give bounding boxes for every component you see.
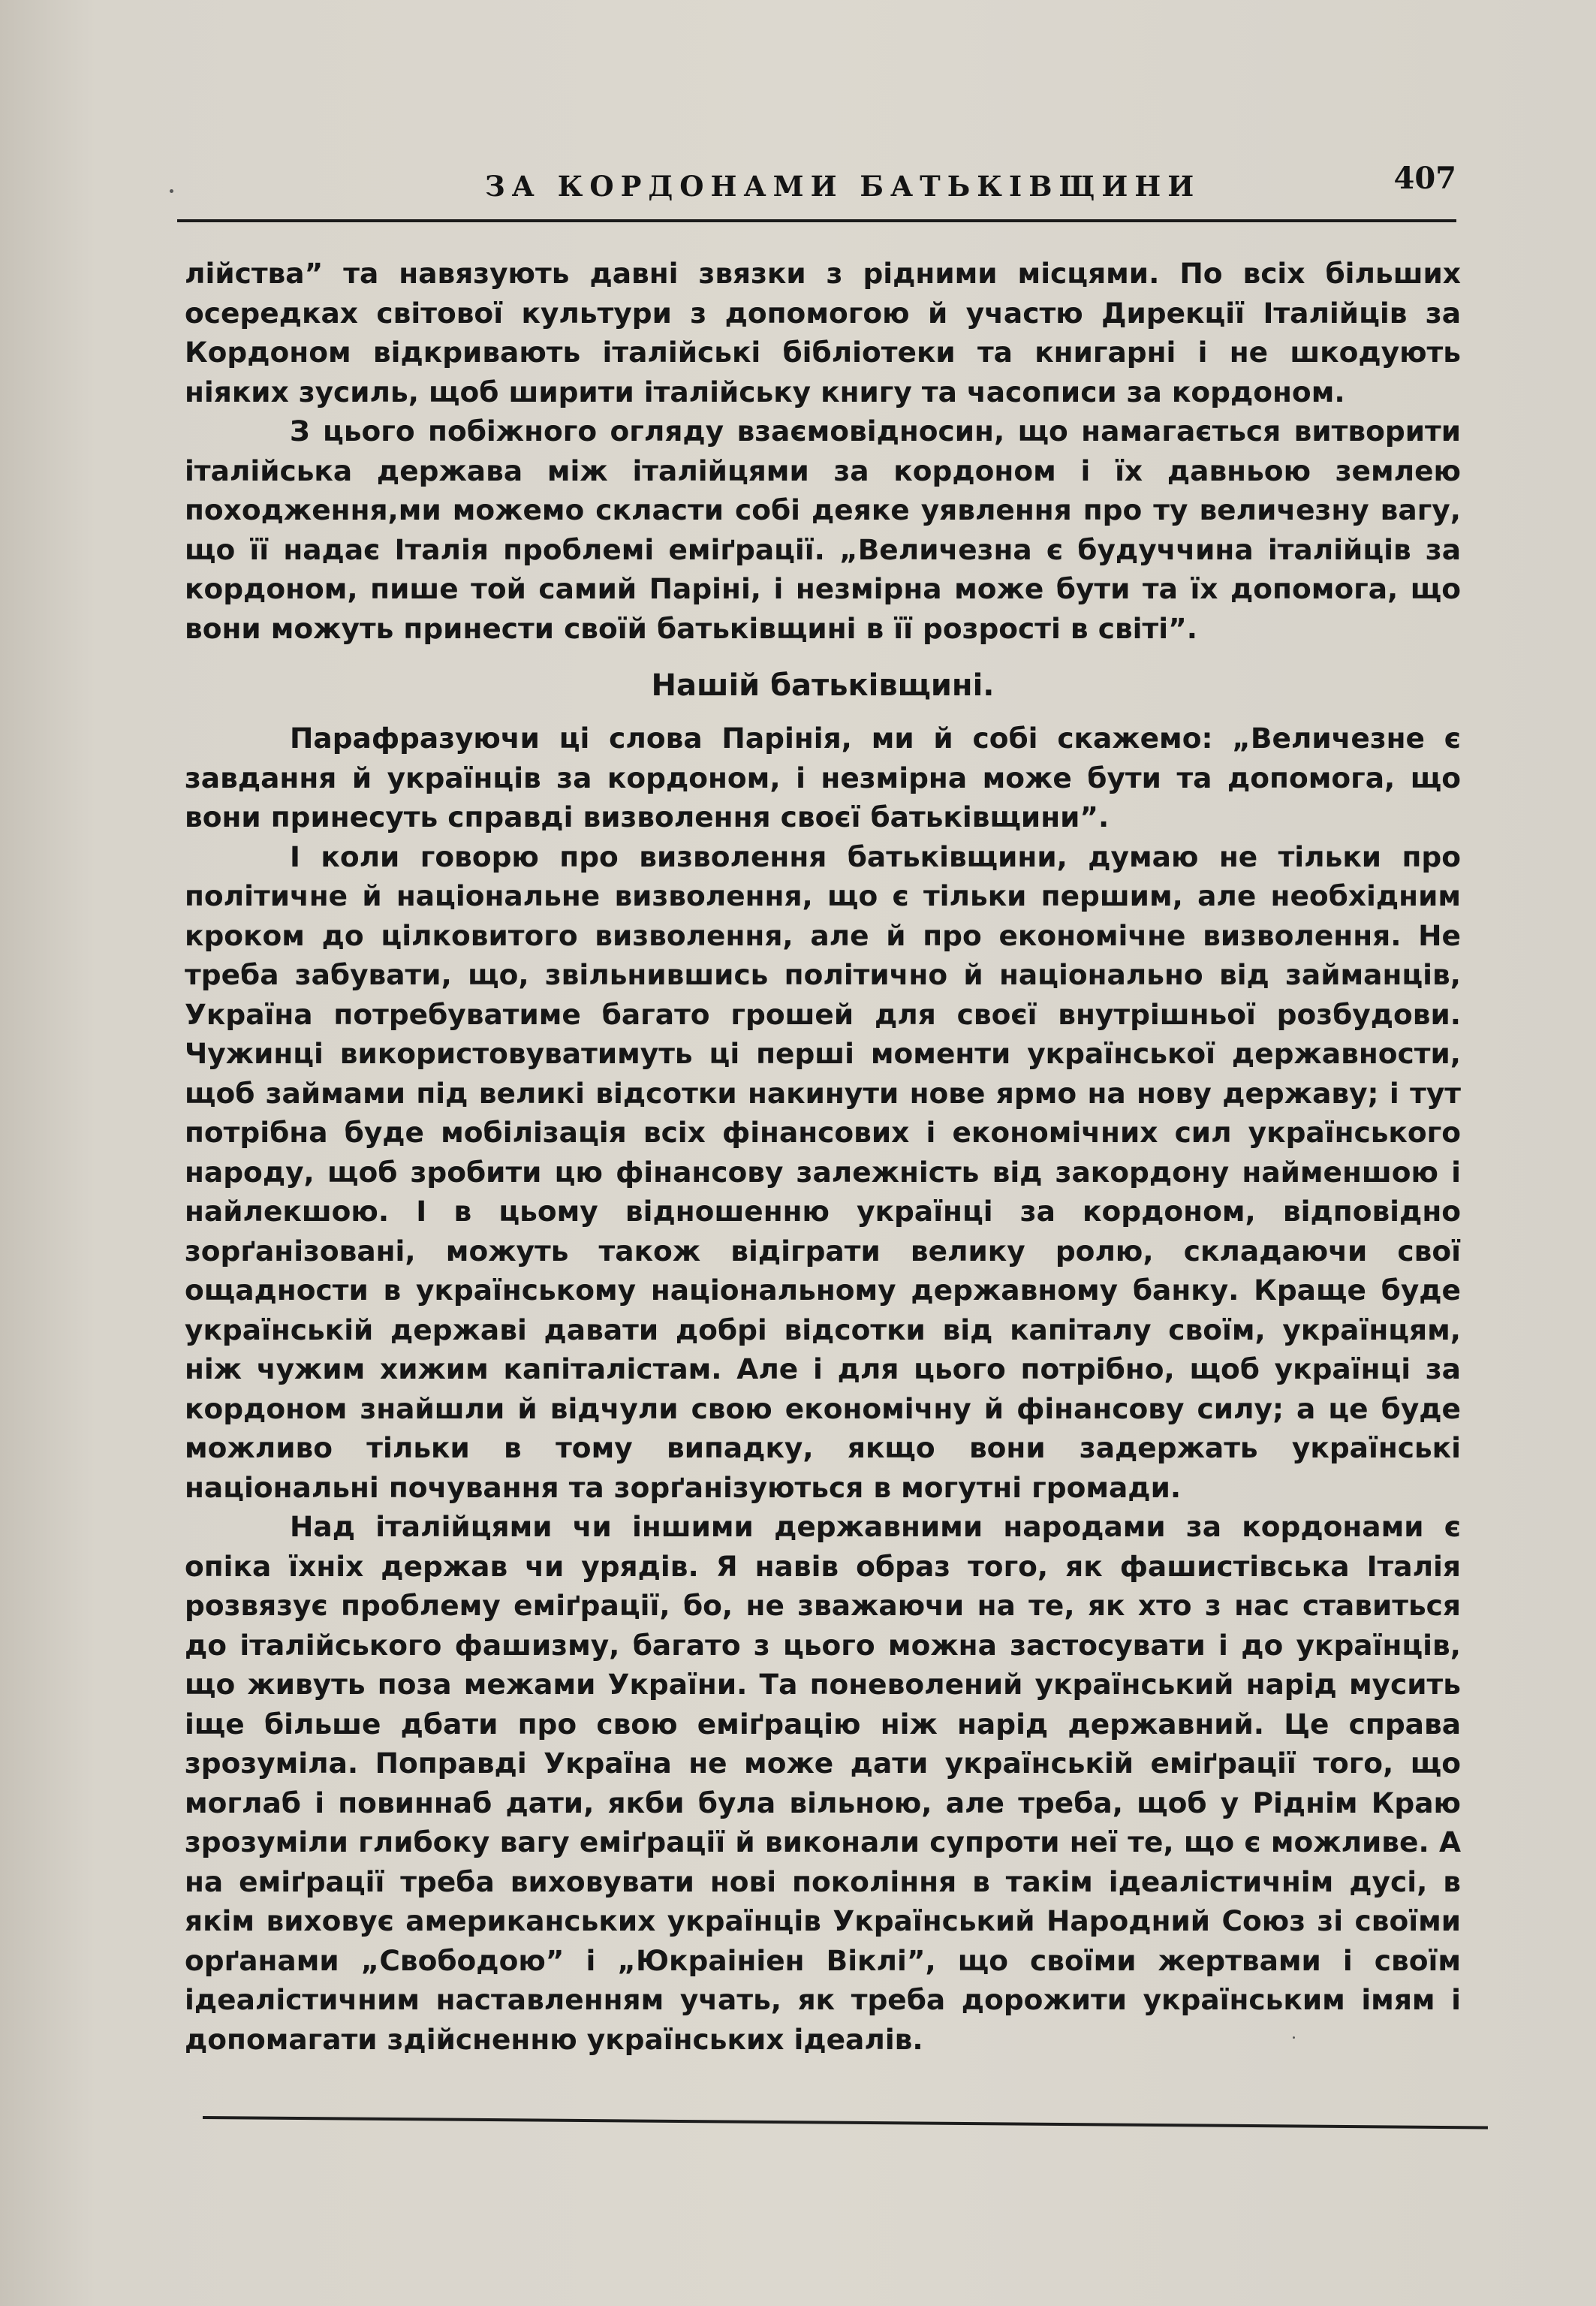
paragraph-1: лійства” та навязують давні звязки з рідними місцями. По всіх більших осередках світової культури з допомогою й участю Дирекції Італійців за Кордоном відкривають італійські бібліотеки та книгарні і не шкодують ніяких зусиль, щоб ширити італійську книгу та часописи за кордоном. (185, 257, 1461, 408)
paragraph-4: І коли говорю про визволення батьківщини, думаю не тільки про політичне й національне визволення, що є тільки першим, але необхідним кроком до цілковитого визволення, але й про економічне визволення. Не треба забувати, що, звільнившись політично й національно від займанців, Україна потребуватиме багато грошей для своєї внутрішньої розбудови. Чужинці використовуватимуть ці перші моменти української державности, щоб займами під великі відсотки накинути нове ярмо на нову державу; і тут потрібна буде мобілізація всіх фінансових і економічних сил українського народу, щоб зробити цю фінансову залежність від закордону найменшою і найлекшою. І в цьому відношенню українці за кордоном, відповідно зорґанізовані, можуть також відіграти велику ролю, складаючи свої ощадности в українському національному державному банку. Краще буде українській державі давати добрі відсотки від капіталу своїм, українцям, ніж чужим хижим капіталістам. Але і для цього потрібно, щоб українці за кордоном знайшли й відчули свою економічну й фінансову силу; а це буде можливо тільки в тому випадку, якщо вони задержать українські національні почування та зорґанізуються в могутні громади. (185, 840, 1461, 1504)
footer-rule (203, 2116, 1488, 2129)
paragraph-5: Над італійцями чи іншими державними народами за кордонами є опіка їхніх держав чи урядів. Я навів образ того, як фашистівська Італія розвязує проблему еміґрації, бо, не зважаючи на те, як хто з нас ставиться до італійського фашизму, багато з цього можна застосувати і до українців, що живуть поза межами України. Та поневолений український нарід мусить іще більше дбати про свою еміґрацію ніж нарід державний. Це справа зрозуміла. Поправді Україна не може дати українській еміґрації того, що моглаб і повиннаб дати, якби була вільною, але треба, щоб у Ріднім Краю зрозуміли глибоку вагу еміґрації й виконали супроти неї те, що є можливе. А на еміґрації треба виховувати нові покоління в такім ідеалістичнім дусі, в якім виховує американських українців Український Народний Союз зі своїми орґанами „Свободою” і „Юкраініен Віклі”, що своїми жертвами і своїм ідеалістичним наставленням учать, як треба дорожити українським імям і допомагати здійсненню українських ідеалів. (185, 1510, 1461, 2056)
paragraph-3: Парафразуючи ці слова Парінія, ми й собі скажемо: „Величезне є завдання й українців за кордоном, і незмірна може бути та допомога, що вони принесуть справді визволення своєї батьківщини”. (185, 722, 1461, 833)
paper-speck (1293, 2036, 1295, 2039)
paragraph-2: З цього побіжного огляду взаємовідносин, що намагається витворити італійська держава між італійцями за кордоном і їх давньою землею походження,ми можемо скласти собі деяке уявлення про ту величезну вагу, що її надає Італія проблемі еміґрації. „Величезна є будуччина італійців за кордоном, пише той самий Паріні, і незмірна може бути та їх допомога, що вони можуть принести своїй батьківщині в її розрості в світі”. (185, 414, 1461, 645)
page-number: 407 (1393, 161, 1456, 196)
page-body (185, 254, 1461, 2059)
section-heading: Нашій батьківщині. (651, 668, 995, 703)
page-header (177, 161, 1456, 222)
paper-speck (170, 189, 173, 193)
running-title: ЗА КОРДОНАМИ БАТЬКІВЩИНИ (485, 170, 1201, 203)
